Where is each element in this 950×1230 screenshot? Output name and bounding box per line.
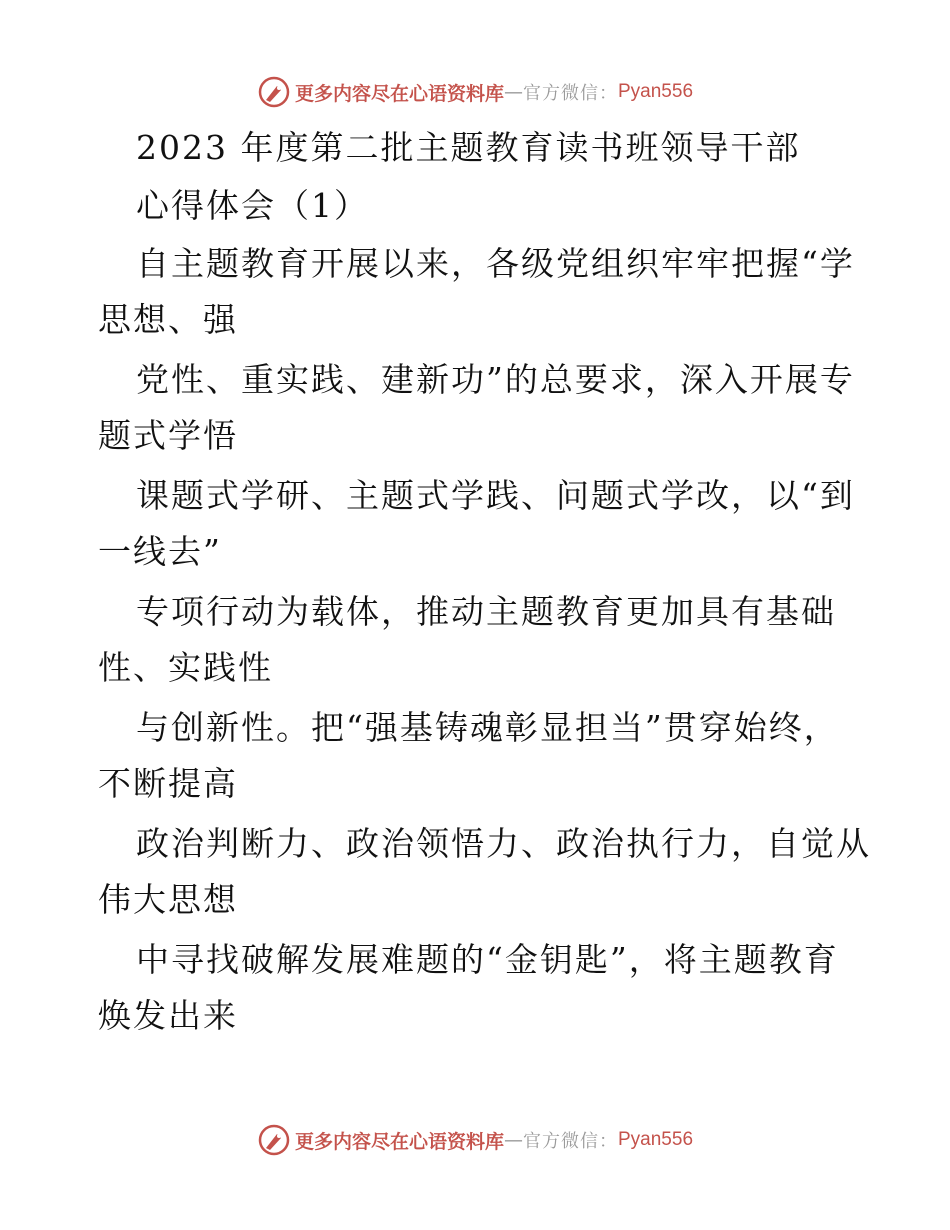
paragraph-line: 中寻找破解发展难题的“金钥匙”，将主题教育 [136, 940, 839, 979]
paragraph-line: 不断提高 [98, 764, 238, 803]
paragraph-line: 自主题教育开展以来，各级党组织牢牢把握“学 [136, 244, 855, 283]
paragraph-line: 伟大思想 [98, 880, 238, 919]
watermark-wechat-id: Pyan556 [618, 1129, 694, 1150]
header-watermark [0, 72, 950, 112]
paragraph-line: 与创新性。把“强基铸魂彰显担当”贯穿始终， [136, 708, 839, 747]
pen-nib-logo-icon [257, 1123, 291, 1157]
footer-watermark [0, 1120, 950, 1160]
paragraph-line: 课题式学研、主题式学践、问题式学改，以“到 [136, 476, 855, 515]
pen-nib-logo-icon [257, 75, 291, 109]
watermark-wechat-id: Pyan556 [618, 81, 694, 102]
paragraph-line: 思想、强 [98, 300, 238, 339]
document-title-line-1: 2023 年度第二批主题教育读书班领导干部 [136, 128, 801, 167]
paragraph-line: 专项行动为载体，推动主题教育更加具有基础 [136, 592, 836, 631]
paragraph-line: 焕发出来 [98, 996, 238, 1035]
watermark-wechat-label: 官方微信： [523, 1131, 618, 1152]
watermark-text: 更多内容尽在心语资料库 [294, 1130, 504, 1153]
watermark-separator: — [504, 81, 523, 103]
watermark-text: 更多内容尽在心语资料库 [294, 82, 504, 105]
paragraph-line: 党性、重实践、建新功”的总要求，深入开展专 [136, 360, 855, 399]
paragraph-line: 政治判断力、政治领悟力、政治执行力，自觉从 [136, 824, 871, 863]
paragraph-line: 一线去” [98, 532, 222, 571]
document-title-line-2: 心得体会（1） [136, 186, 369, 225]
paragraph-line: 题式学悟 [98, 416, 238, 455]
watermark-wechat-label: 官方微信： [523, 83, 618, 104]
paragraph-line: 性、实践性 [98, 648, 273, 687]
watermark-separator: — [504, 1129, 523, 1151]
